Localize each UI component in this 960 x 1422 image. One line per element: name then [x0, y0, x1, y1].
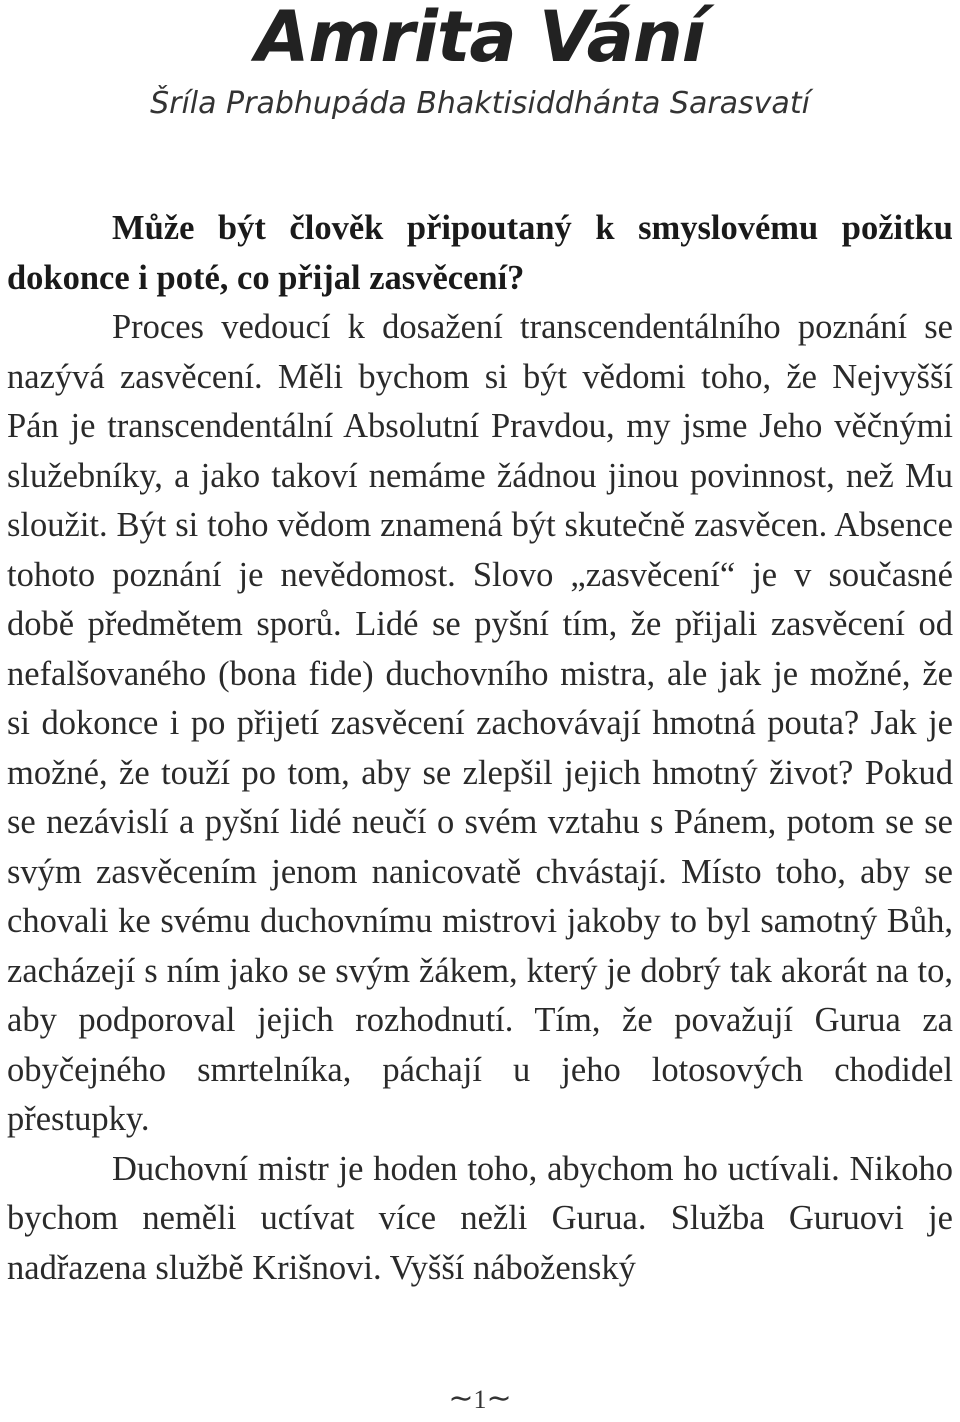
author-subtitle: Šríla Prabhupáda Bhaktisiddhánta Sarasvatí [150, 86, 810, 121]
paragraph-1: Proces vedoucí k dosažení transcendentálního poznání se nazývá zasvěcení. Měli bychom si být vědomi toho, že Nejvyšší Pán je transcendentální Absolutní Pravdou, my jsme Jeho věčnými služebníky, a jako takoví nemáme žádnou jinou povinnost, než Mu sloužit. Být si toho vědom znamená být skutečně zasvěcen. Absence tohoto poznání je nevědomost. Slovo „zasvěcení“ je v současné době předmětem sporů. Lidé se pyšní tím, že přijali zasvěcení od nefalšovaného (bona fide) duchovního mistra, ale jak je možné, že si dokonce i po přijetí zasvěcení zachovávají hmotná pouta? Jak je možné, že touží po tom, aby se zlepšil jejich hmotný život? Pokud se nezávislí a pyšní lidé neučí o svém vztahu s Pánem, potom se se svým zasvěcením jenom nanicovatě chvástají. Místo toho, aby se chovali ke svému duchovnímu mistrovi jakoby to byl samotný Bůh, zacházejí s ním jako se svým žákem, který je dobrý tak akorát na to, aby podporoval jejich rozhodnutí. Tím, že považují Gurua za obyčejného smrtelníka, páchají u jeho lotosových chodidel přestupky. [7, 308, 953, 1138]
page-number-value: 1 [473, 1385, 487, 1414]
body-text [7, 204, 953, 1293]
tilde-ornament-left: ∼ [448, 1382, 474, 1415]
paragraph-2: Duchovní mistr je hoden toho, abychom ho uctívali. Nikoho bychom neměli uctívat více nežli Gurua. Služba Guruovi je nadřazena službě Krišnovi. Vyšší náboženský [7, 1149, 953, 1287]
page-title: Amrita Vání [255, 0, 705, 78]
question-heading: Může být člověk připoutaný k smyslovému požitku dokonce i poté, co přijal zasvěcení? [7, 209, 953, 297]
page-number [0, 1384, 960, 1415]
tilde-ornament-right: ∼ [486, 1382, 512, 1415]
question-paragraph [7, 204, 953, 303]
